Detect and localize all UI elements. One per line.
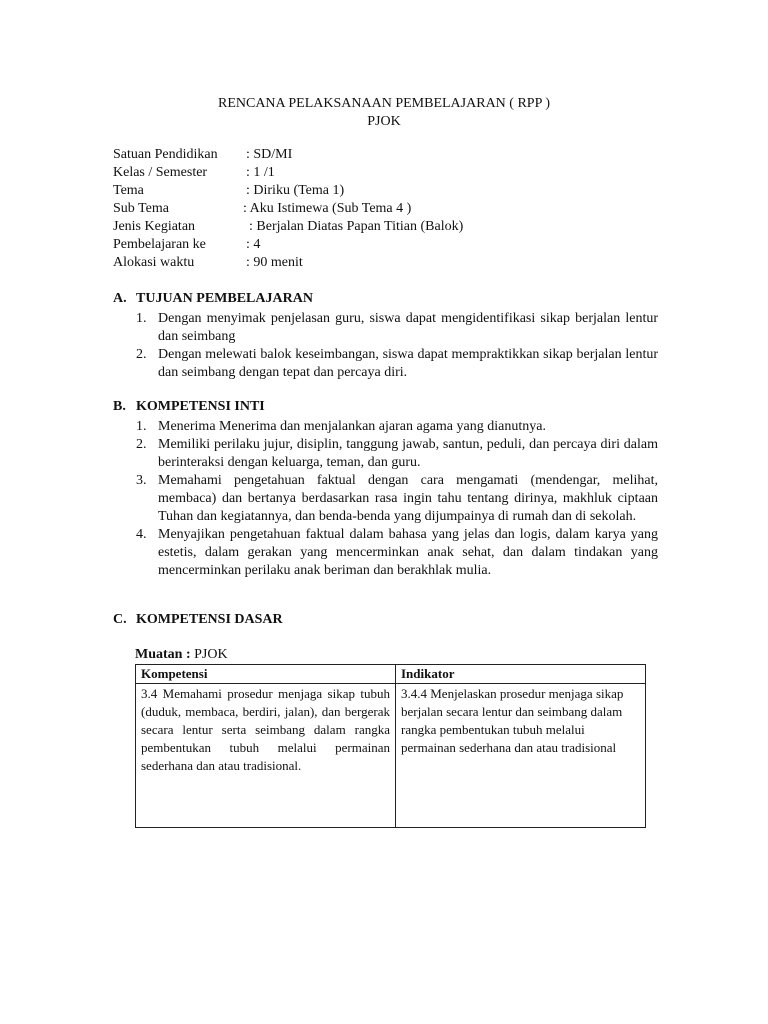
section-heading [113, 290, 658, 308]
identity-block [113, 146, 673, 272]
item-number: 4. [136, 527, 147, 542]
section-heading [113, 611, 658, 629]
item-number: 2. [136, 437, 147, 452]
identity-row-kelas [113, 164, 673, 182]
section-kompetensi-dasar [113, 611, 658, 629]
identity-label: Tema [113, 183, 144, 198]
muatan-label: Muatan : [135, 647, 191, 662]
identity-value: : Aku Istimewa (Sub Tema 4 ) [243, 201, 412, 216]
list-item [113, 526, 658, 580]
table-header-row [136, 665, 646, 684]
section-heading-text: KOMPETENSI DASAR [136, 612, 283, 627]
section-tujuan [113, 290, 658, 382]
identity-label: Satuan Pendidikan [113, 147, 218, 162]
tujuan-list [113, 310, 658, 382]
header-indikator: Indikator [396, 665, 646, 684]
section-heading [113, 398, 658, 416]
identity-label: Kelas / Semester [113, 165, 208, 180]
item-number: 1. [136, 311, 147, 326]
list-item [113, 436, 658, 472]
identity-row-alokasi [113, 254, 673, 272]
item-number: 3. [136, 473, 147, 488]
item-number: 2. [136, 347, 147, 362]
title-line-2: PJOK [367, 114, 401, 129]
section-kompetensi-inti [113, 398, 658, 580]
muatan-line [135, 646, 228, 664]
identity-row-jenis [113, 218, 673, 236]
inti-list [113, 418, 658, 580]
identity-value: : SD/MI [246, 147, 293, 162]
muatan-value: PJOK [190, 647, 228, 662]
table-row [136, 684, 646, 828]
identity-value: : Diriku (Tema 1) [246, 183, 345, 198]
kompetensi-table [135, 664, 646, 828]
identity-value: : 4 [246, 237, 261, 252]
item-text: Dengan menyimak penjelasan guru, siswa dapat mengidentifikasi sikap berjalan lentur dan seimbang [158, 311, 658, 344]
cell-kompetensi: 3.4 Memahami prosedur menjaga sikap tubuh (duduk, membaca, berdiri, jalan), dan bergerak secara lentur serta seimbang dalam rangka pembentukan tubuh melalui permainan sederhana dan atau tradisional. [136, 684, 396, 828]
item-text: Menyajikan pengetahuan faktual dalam bahasa yang jelas dan logis, dalam karya yang estetis, dalam gerakan yang mencerminkan anak sehat, dan dalam tindakan yang mencerminkan perilaku anak beriman dan berakhlak mulia. [158, 527, 658, 578]
identity-label: Sub Tema [113, 201, 169, 216]
item-number: 1. [136, 419, 147, 434]
identity-label: Alokasi waktu [113, 255, 195, 270]
list-item [113, 472, 658, 526]
identity-row-pembelajaran [113, 236, 673, 254]
section-heading-text: TUJUAN PEMBELAJARAN [136, 291, 313, 306]
identity-row-subtema [113, 200, 673, 218]
list-item [113, 418, 658, 436]
list-item [113, 346, 658, 382]
section-letter: B. [113, 399, 126, 414]
identity-label: Pembelajaran ke [113, 237, 206, 252]
section-heading-text: KOMPETENSI INTI [136, 399, 265, 414]
cell-indikator: 3.4.4 Menjelaskan prosedur menjaga sikap berjalan secara lentur dan seimbang dalam rangka pembentukan tubuh melalui permainan sederhana dan atau tradisional [396, 684, 646, 828]
section-letter: C. [113, 612, 127, 627]
identity-value: : 1 /1 [246, 165, 275, 180]
item-text: Memiliki perilaku jujur, disiplin, tanggung jawab, santun, peduli, dan percaya diri dalam berinteraksi dengan keluarga, teman, dan guru. [158, 437, 658, 470]
item-text: Dengan melewati balok keseimbangan, siswa dapat mempraktikkan sikap berjalan lentur dan seimbang dengan tepat dan percaya diri. [158, 347, 658, 380]
item-text: Memahami pengetahuan faktual dengan cara mengamati (mendengar, melihat, membaca) dan bertanya berdasarkan rasa ingin tahu tentang dirinya, makhluk ciptaan Tuhan dan kegiatannya, dan benda-benda yang dijumpainya di rumah dan di sekolah. [158, 473, 658, 524]
identity-value: : Berjalan Diatas Papan Titian (Balok) [249, 219, 464, 234]
item-text: Menerima Menerima dan menjalankan ajaran agama yang dianutnya. [158, 419, 546, 434]
section-letter: A. [113, 291, 127, 306]
document-title [0, 95, 768, 131]
identity-value: : 90 menit [246, 255, 303, 270]
title-line-1: RENCANA PELAKSANAAN PEMBELAJARAN ( RPP ) [217, 96, 550, 111]
identity-row-satuan [113, 146, 673, 164]
identity-row-tema [113, 182, 673, 200]
identity-label: Jenis Kegiatan [113, 219, 196, 234]
list-item [113, 310, 658, 346]
header-kompetensi: Kompetensi [136, 665, 396, 684]
